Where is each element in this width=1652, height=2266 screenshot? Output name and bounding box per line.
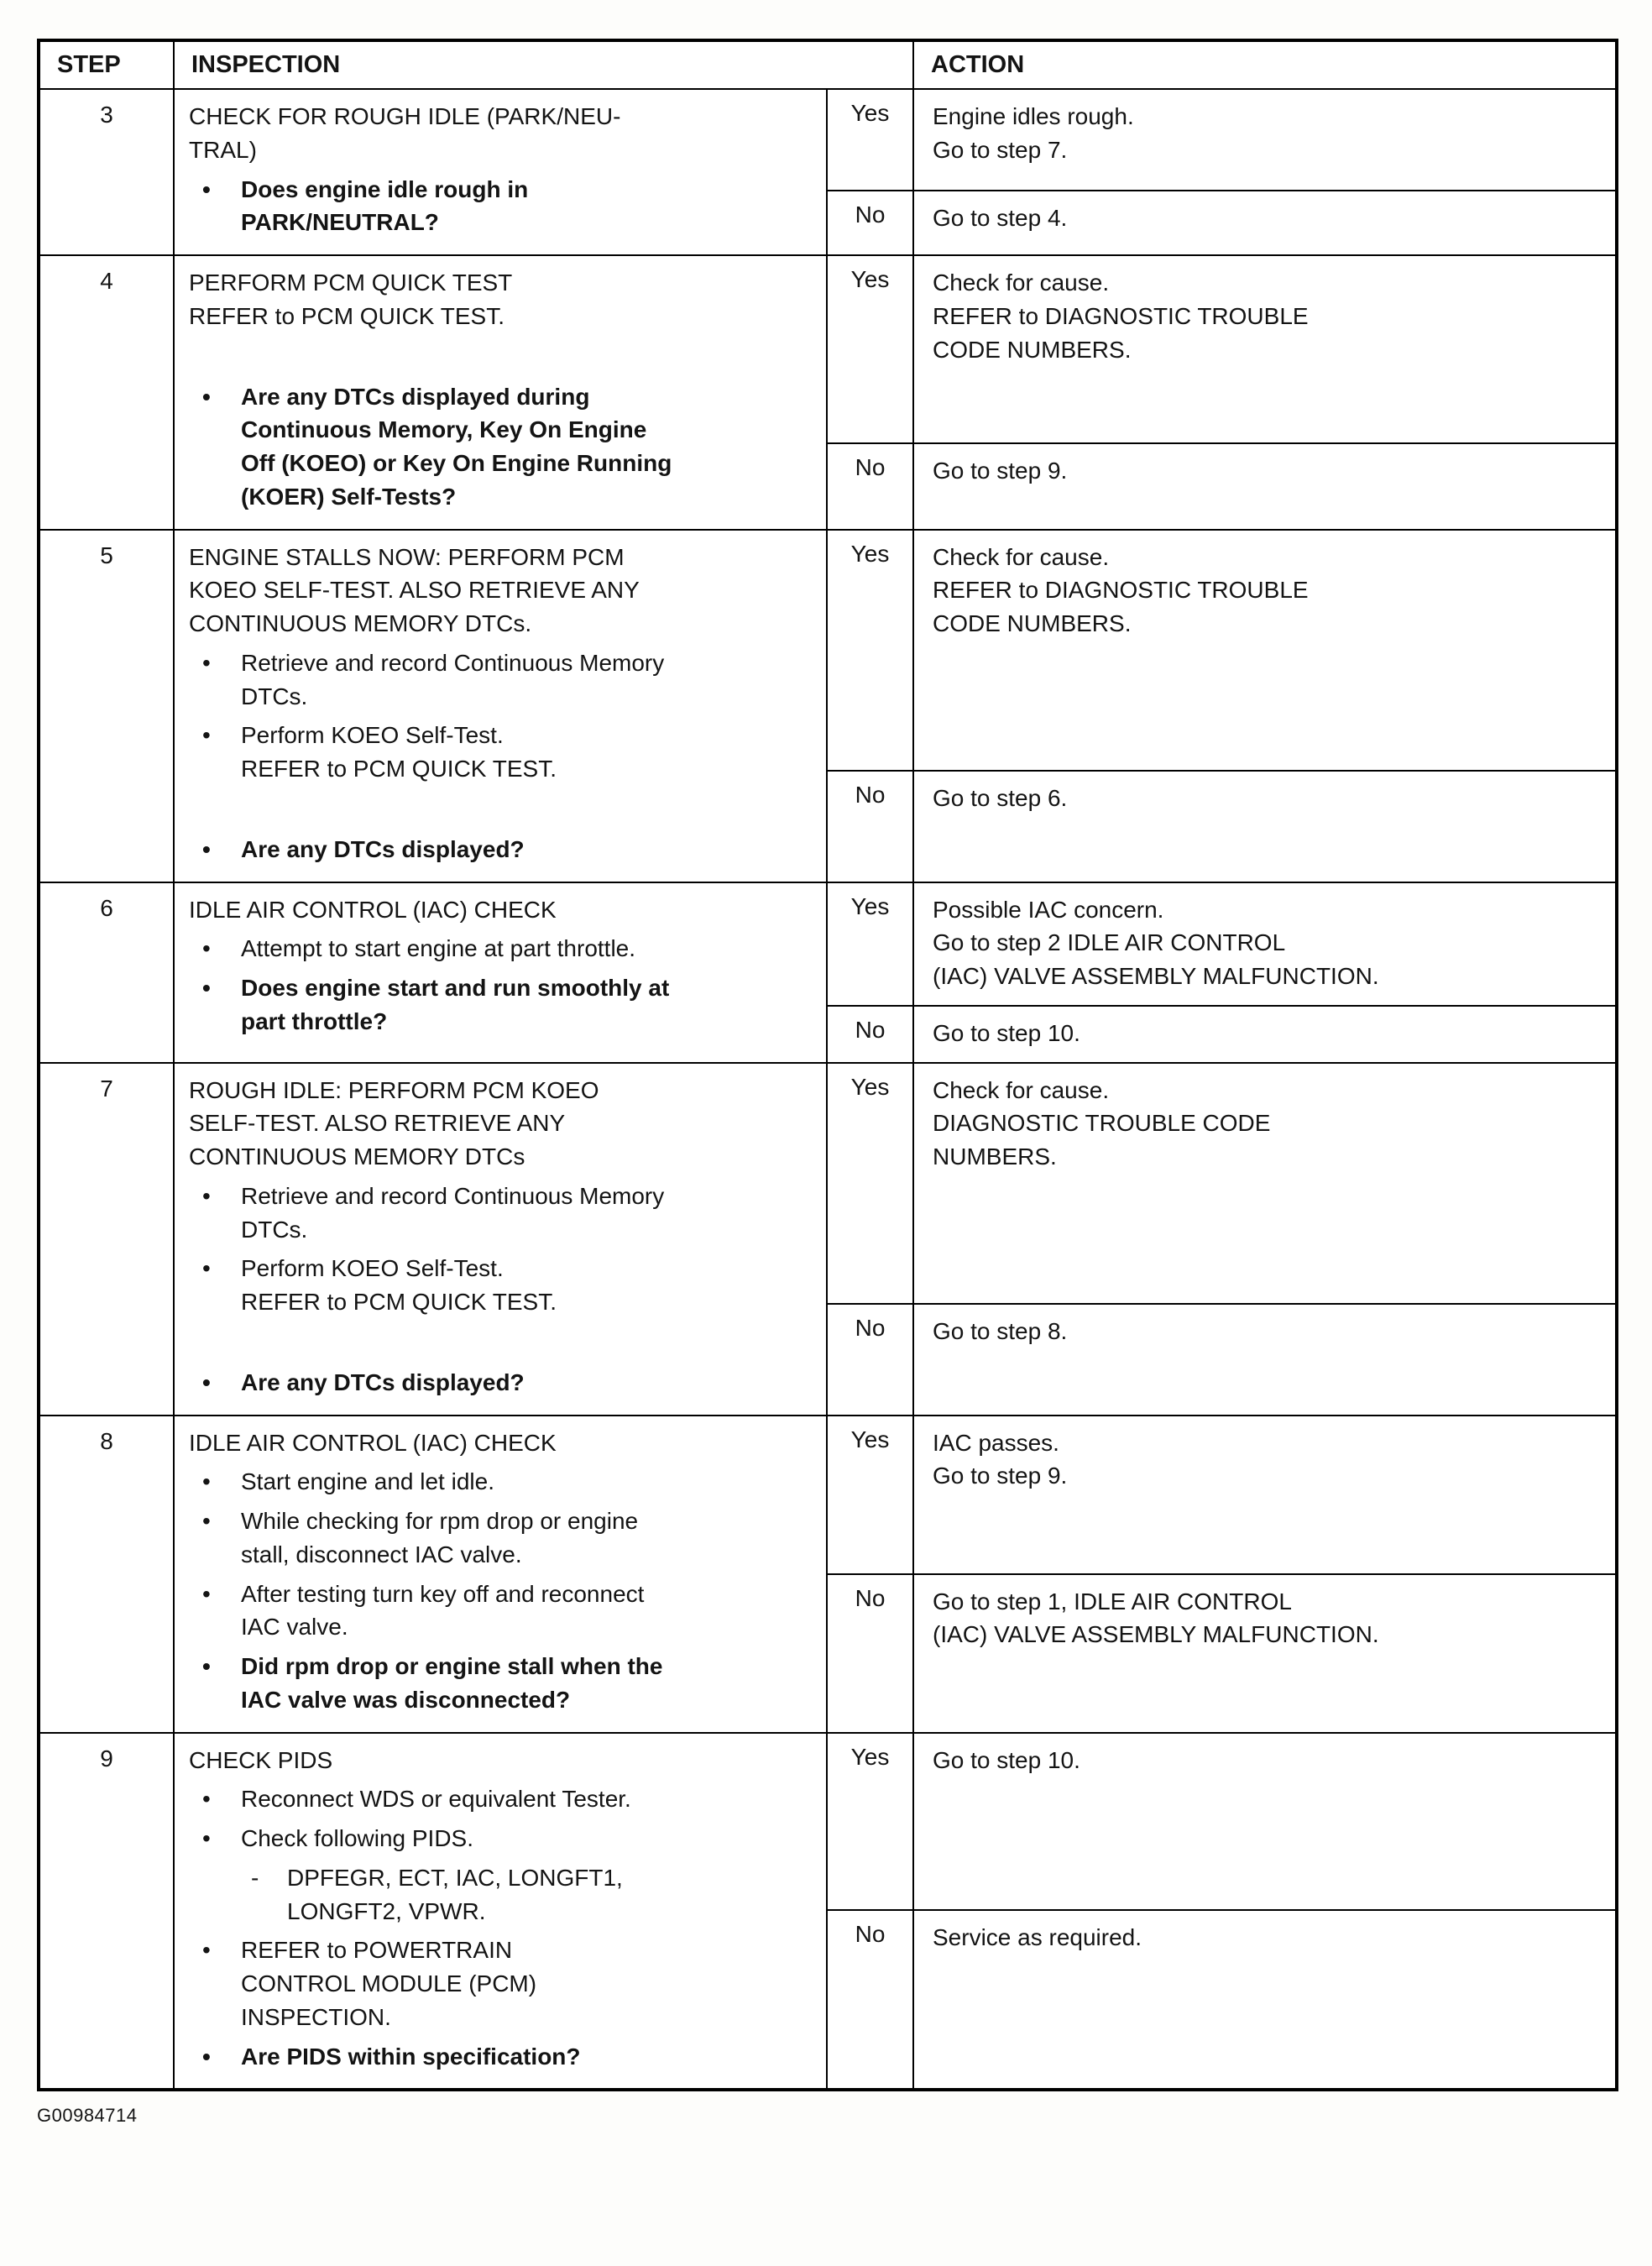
action-cell: Service as required. [913, 1910, 1617, 2090]
action-cell: Go to step 10. [913, 1006, 1617, 1063]
action-column-header: ACTION [913, 40, 1617, 89]
inspection-bullet [189, 932, 814, 966]
figure-code: G00984714 [37, 2105, 138, 2127]
inspection-bullet [189, 1180, 814, 1247]
inspection-text: Reconnect WDS or equivalent Tester. [241, 1786, 631, 1813]
inspection-title: CHECK FOR ROUGH IDLE (PARK/NEU- TRAL) [189, 103, 621, 163]
step-4-yes-row [39, 255, 1617, 443]
inspection-bullet-bold [189, 1650, 814, 1717]
action-cell: Check for cause. DIAGNOSTIC TROUBLE CODE NUMBERS. [913, 1063, 1617, 1305]
action-cell: IAC passes. Go to step 9. [913, 1416, 1617, 1574]
inspection-bullet-bold [189, 2040, 814, 2074]
inspection-bullet [189, 1782, 814, 1816]
inspection-cell [174, 530, 827, 882]
bullet-icon: • [202, 1182, 211, 1209]
inspection-bullet [189, 646, 814, 714]
inspection-text: Are any DTCs displayed during Continuous Memory, Key On Engine Off (KOEO) or Key On Engine Running (KOER) Self-Tests? [241, 383, 672, 510]
action-cell: Check for cause. REFER to DIAGNOSTIC TROUBLE CODE NUMBERS. [913, 255, 1617, 443]
inspection-text: Are PIDS within specification? [241, 2043, 581, 2070]
dash-icon: - [251, 1864, 259, 1891]
yes-cell: Yes [827, 1416, 913, 1574]
yes-cell: Yes [827, 1063, 913, 1305]
no-cell: No [827, 1910, 913, 2090]
inspection-cell [174, 255, 827, 530]
yes-cell: Yes [827, 882, 913, 1006]
step-cell: 4 [39, 255, 174, 530]
bullet-icon: • [202, 1255, 211, 1282]
inspection-text: Start engine and let idle. [241, 1468, 494, 1495]
bullet-icon: • [202, 975, 211, 1001]
inspection-bullet-bold [189, 971, 814, 1039]
bullet-icon: • [202, 935, 211, 962]
inspection-text: Attempt to start engine at part throttle. [241, 935, 636, 962]
step-8-yes-row [39, 1416, 1617, 1574]
inspection-cell [174, 89, 827, 255]
inspection-title: ROUGH IDLE: PERFORM PCM KOEO SELF-TEST. ALSO RETRIEVE ANY CONTINUOUS MEMORY DTCs [189, 1076, 599, 1170]
bullet-icon: • [202, 1653, 211, 1679]
inspection-bullet [189, 1252, 814, 1319]
inspection-text: Does engine idle rough in PARK/NEUTRAL? [241, 175, 529, 236]
inspection-text: After testing turn key off and reconnect IAC valve. [241, 1580, 645, 1641]
inspection-text: Check following PIDS. [241, 1825, 474, 1851]
step-3-yes-row [39, 89, 1617, 191]
inspection-text: DPFEGR, ECT, IAC, LONGFT1, LONGFT2, VPWR. [287, 1864, 623, 1924]
no-cell: No [827, 771, 913, 882]
diagnostic-table [37, 39, 1618, 2091]
inspection-cell [174, 1063, 827, 1416]
step-cell: 8 [39, 1416, 174, 1733]
inspection-text: Perform KOEO Self-Test. REFER to PCM QUICK TEST. [241, 1255, 557, 1315]
inspection-text: Are any DTCs displayed? [241, 835, 525, 862]
inspection-title: PERFORM PCM QUICK TEST REFER to PCM QUICK TEST. [189, 270, 513, 329]
action-cell: Engine idles rough. Go to step 7. [913, 89, 1617, 191]
no-cell: No [827, 1574, 913, 1733]
inspection-bullet-bold [189, 833, 814, 866]
inspection-text: While checking for rpm drop or engine stall, disconnect IAC valve. [241, 1508, 639, 1567]
bullet-icon: • [202, 1937, 211, 1964]
step-9-yes-row [39, 1733, 1617, 1910]
inspection-bullet [189, 1578, 814, 1645]
table-body [39, 89, 1617, 2090]
inspection-bullet [189, 1465, 814, 1499]
header-row [39, 40, 1617, 89]
inspection-cell [174, 1416, 827, 1733]
action-cell: Go to step 8. [913, 1304, 1617, 1415]
inspection-text: Did rpm drop or engine stall when the IAC valve was disconnected? [241, 1653, 663, 1713]
bullet-icon: • [202, 1786, 211, 1813]
bullet-icon: • [202, 2043, 211, 2070]
inspection-title: IDLE AIR CONTROL (IAC) CHECK [189, 1429, 557, 1456]
inspection-text: Are any DTCs displayed? [241, 1368, 525, 1395]
inspection-bullet [189, 1505, 814, 1572]
no-cell: No [827, 1006, 913, 1063]
step-cell: 3 [39, 89, 174, 255]
step-cell: 5 [39, 530, 174, 882]
step-cell: 6 [39, 882, 174, 1063]
inspection-text: Retrieve and record Continuous Memory DTCs. [241, 649, 665, 709]
bullet-icon: • [202, 649, 211, 676]
inspection-title: ENGINE STALLS NOW: PERFORM PCM KOEO SELF-TEST. ALSO RETRIEVE ANY CONTINUOUS MEMORY DTCs. [189, 543, 640, 636]
inspection-bullet-bold [189, 380, 814, 514]
action-cell: Go to step 6. [913, 771, 1617, 882]
step-cell: 9 [39, 1733, 174, 2091]
no-cell: No [827, 1304, 913, 1415]
inspection-column-header: INSPECTION [174, 40, 913, 89]
inspection-text: REFER to POWERTRAIN CONTROL MODULE (PCM) INSPECTION. [241, 1937, 537, 2030]
inspection-title: IDLE AIR CONTROL (IAC) CHECK [189, 896, 557, 923]
inspection-bullet [189, 719, 814, 786]
action-cell: Go to step 1, IDLE AIR CONTROL (IAC) VALVE ASSEMBLY MALFUNCTION. [913, 1574, 1617, 1733]
no-cell: No [827, 443, 913, 530]
inspection-text: Does engine start and run smoothly at part throttle? [241, 975, 670, 1034]
bullet-icon: • [202, 722, 211, 749]
bullet-icon: • [202, 175, 211, 202]
inspection-bullet-bold [189, 173, 814, 240]
step-6-yes-row [39, 882, 1617, 1006]
step-5-yes-row [39, 530, 1617, 772]
step-column-header: STEP [39, 40, 174, 89]
inspection-text: Perform KOEO Self-Test. REFER to PCM QUICK TEST. [241, 722, 557, 782]
action-cell: Go to step 9. [913, 443, 1617, 530]
inspection-cell [174, 1733, 827, 2091]
bullet-icon: • [202, 1368, 211, 1395]
bullet-icon: • [202, 1468, 211, 1495]
bullet-icon: • [202, 383, 211, 410]
bullet-icon: • [202, 1825, 211, 1851]
action-cell: Check for cause. REFER to DIAGNOSTIC TROUBLE CODE NUMBERS. [913, 530, 1617, 772]
inspection-bullet-bold [189, 1366, 814, 1400]
inspection-title: CHECK PIDS [189, 1746, 333, 1773]
inspection-bullet [189, 1934, 814, 2033]
yes-cell: Yes [827, 255, 913, 443]
action-cell: Go to step 10. [913, 1733, 1617, 1910]
inspection-text: Retrieve and record Continuous Memory DTCs. [241, 1182, 665, 1243]
no-cell: No [827, 191, 913, 255]
step-cell: 7 [39, 1063, 174, 1416]
action-cell: Go to step 4. [913, 191, 1617, 255]
bullet-icon: • [202, 835, 211, 862]
bullet-icon: • [202, 1580, 211, 1607]
inspection-cell [174, 882, 827, 1063]
yes-cell: Yes [827, 530, 913, 772]
yes-cell: Yes [827, 89, 913, 191]
inspection-bullet [189, 1822, 814, 1855]
yes-cell: Yes [827, 1733, 913, 1910]
inspection-dash [251, 1861, 814, 1928]
action-cell: Possible IAC concern. Go to step 2 IDLE AIR CONTROL (IAC) VALVE ASSEMBLY MALFUNCTION. [913, 882, 1617, 1006]
step-7-yes-row [39, 1063, 1617, 1305]
bullet-icon: • [202, 1508, 211, 1534]
